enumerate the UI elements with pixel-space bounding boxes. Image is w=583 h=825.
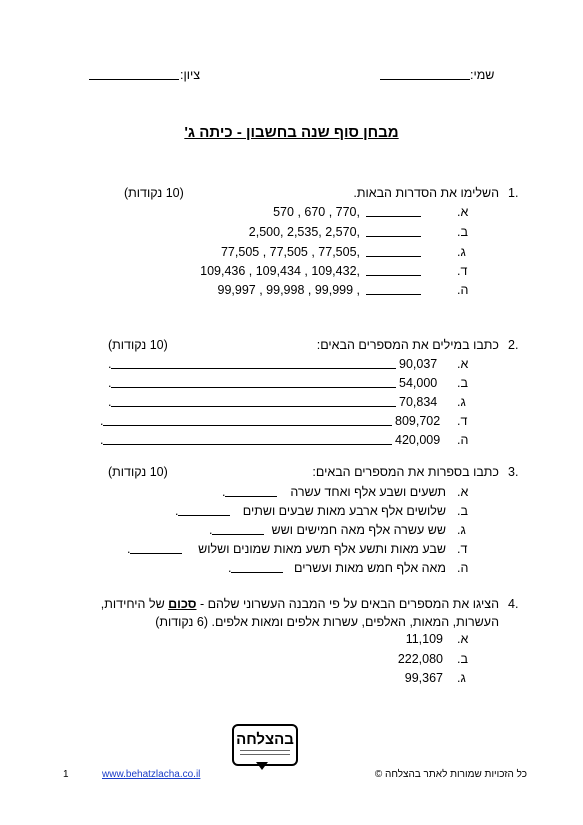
q2-period: . [108, 376, 112, 390]
q3-answer-blank[interactable] [225, 485, 277, 497]
q3-answer-blank[interactable] [212, 523, 264, 535]
page-number: 1 [63, 769, 69, 780]
q3-text: כתבו בספרות את המספרים הבאים: [312, 465, 499, 479]
q1-answer-blank[interactable] [366, 283, 421, 295]
q1-letter: א. [457, 205, 469, 219]
logo-subline [240, 750, 290, 755]
q2-period: . [100, 414, 104, 428]
q2-answer-blank[interactable] [103, 414, 392, 426]
q3-answer-blank[interactable] [231, 561, 283, 573]
q3-period: . [127, 542, 131, 556]
q2-number-value: 54,000 [399, 376, 438, 390]
name-field[interactable] [380, 68, 470, 80]
q1-letter: ד. [457, 264, 468, 278]
q1-sequence: 77,505 , 77,505 , 77,505, [220, 245, 360, 259]
page-title: מבחן סוף שנה בחשבון - כיתה ג' [184, 124, 399, 141]
copyright-notice: כל הזכויות שמורות לאתר בהצלחה © [374, 769, 527, 780]
q2-number-value: 809,702 [395, 414, 441, 428]
q4-text-emphasis: סכום [168, 597, 197, 611]
q3-words: תשעים ושבע אלף ואחד עשרה [290, 485, 446, 499]
q2-points: (10 נקודות) [108, 338, 168, 352]
site-link[interactable]: www.behatzlacha.co.il [102, 769, 201, 780]
q4-text-line2: העשרות, המאות, האלפים, עשרות אלפים ומאות אלפים. (6 נקודות) [155, 615, 499, 629]
q2-letter: א. [457, 357, 469, 371]
q3-letter: א. [457, 485, 469, 499]
q2-text: כתבו במילים את המספרים הבאים: [316, 338, 499, 352]
q2-number-value: 420,009 [395, 433, 441, 447]
q2-letter: ד. [457, 414, 468, 428]
q4-text-line1 [101, 597, 499, 611]
q4-text-b: של היחידות, [100, 597, 169, 611]
q2-number-value: 70,834 [399, 395, 438, 409]
q4-letter: א. [457, 632, 469, 646]
q4-text-a: הציגו את המספרים הבאים על פי המבנה העשרוני שלהם - [196, 597, 499, 611]
q1-text: השלימו את הסדרות הבאות. [353, 186, 499, 200]
q4-number-value: 99,367 [404, 671, 443, 685]
q2-period: . [108, 395, 112, 409]
q4-number: 4. [508, 597, 519, 611]
q3-words: שש עשרה אלף מאה חמישים ושש [271, 523, 446, 537]
q2-answer-blank[interactable] [111, 376, 396, 388]
q1-sequence: 99,997 , 99,998 , 99,999 , [217, 283, 360, 297]
q2-number: 2. [508, 338, 519, 352]
name-label: שמי: [470, 68, 495, 82]
q3-period: . [209, 523, 213, 537]
q4-number-value: 11,109 [405, 632, 443, 646]
q3-letter: ה. [457, 561, 469, 575]
behatzlacha-logo [232, 724, 298, 766]
q2-answer-blank[interactable] [103, 433, 392, 445]
q2-letter: ג. [457, 395, 466, 409]
q1-answer-blank[interactable] [366, 264, 421, 276]
q3-answer-blank[interactable] [130, 542, 182, 554]
q1-answer-blank[interactable] [366, 225, 421, 237]
q3-period: . [175, 504, 179, 518]
q1-sequence: 2,500, 2,535, 2,570, [248, 225, 360, 239]
q3-period: . [228, 561, 232, 575]
logo-text: בהצלחה [236, 731, 294, 748]
q2-letter: ב. [457, 376, 468, 390]
q3-words: שלושים אלף ארבע מאות שבעים ושתים [242, 504, 446, 518]
q3-letter: ד. [457, 542, 468, 556]
logo-speech-tail [256, 762, 268, 770]
q1-letter: ב. [457, 225, 468, 239]
q3-letter: ב. [457, 504, 468, 518]
q1-answer-blank[interactable] [366, 205, 421, 217]
q2-answer-blank[interactable] [111, 357, 396, 369]
q2-letter: ה. [457, 433, 469, 447]
q1-letter: ה. [457, 283, 469, 297]
q2-period: . [108, 357, 112, 371]
q3-period: . [222, 485, 226, 499]
grade-label: ציון: [180, 68, 201, 82]
q3-answer-blank[interactable] [178, 504, 230, 516]
q1-sequence: 570 , 670 , 770, [273, 205, 360, 219]
q3-words: מאה אלף חמש מאות ועשרים [294, 561, 446, 575]
q1-letter: ג. [457, 245, 466, 259]
q2-number-value: 90,037 [399, 357, 438, 371]
q2-period: . [100, 433, 104, 447]
q2-answer-blank[interactable] [111, 395, 396, 407]
q3-number: 3. [508, 465, 519, 479]
q1-number: 1. [508, 186, 519, 200]
q1-points: (10 נקודות) [124, 186, 184, 200]
q1-answer-blank[interactable] [366, 245, 421, 257]
q1-sequence: 109,436 , 109,434 , 109,432, [200, 264, 360, 278]
q4-number-value: 222,080 [397, 652, 443, 666]
q4-letter: ב. [457, 652, 468, 666]
grade-field[interactable] [89, 68, 179, 80]
q3-words: שבע מאות ותשע אלף תשע מאות שמונים ושלוש [198, 542, 446, 556]
q4-letter: ג. [457, 671, 466, 685]
q3-points: (10 נקודות) [108, 465, 168, 479]
q3-letter: ג. [457, 523, 466, 537]
